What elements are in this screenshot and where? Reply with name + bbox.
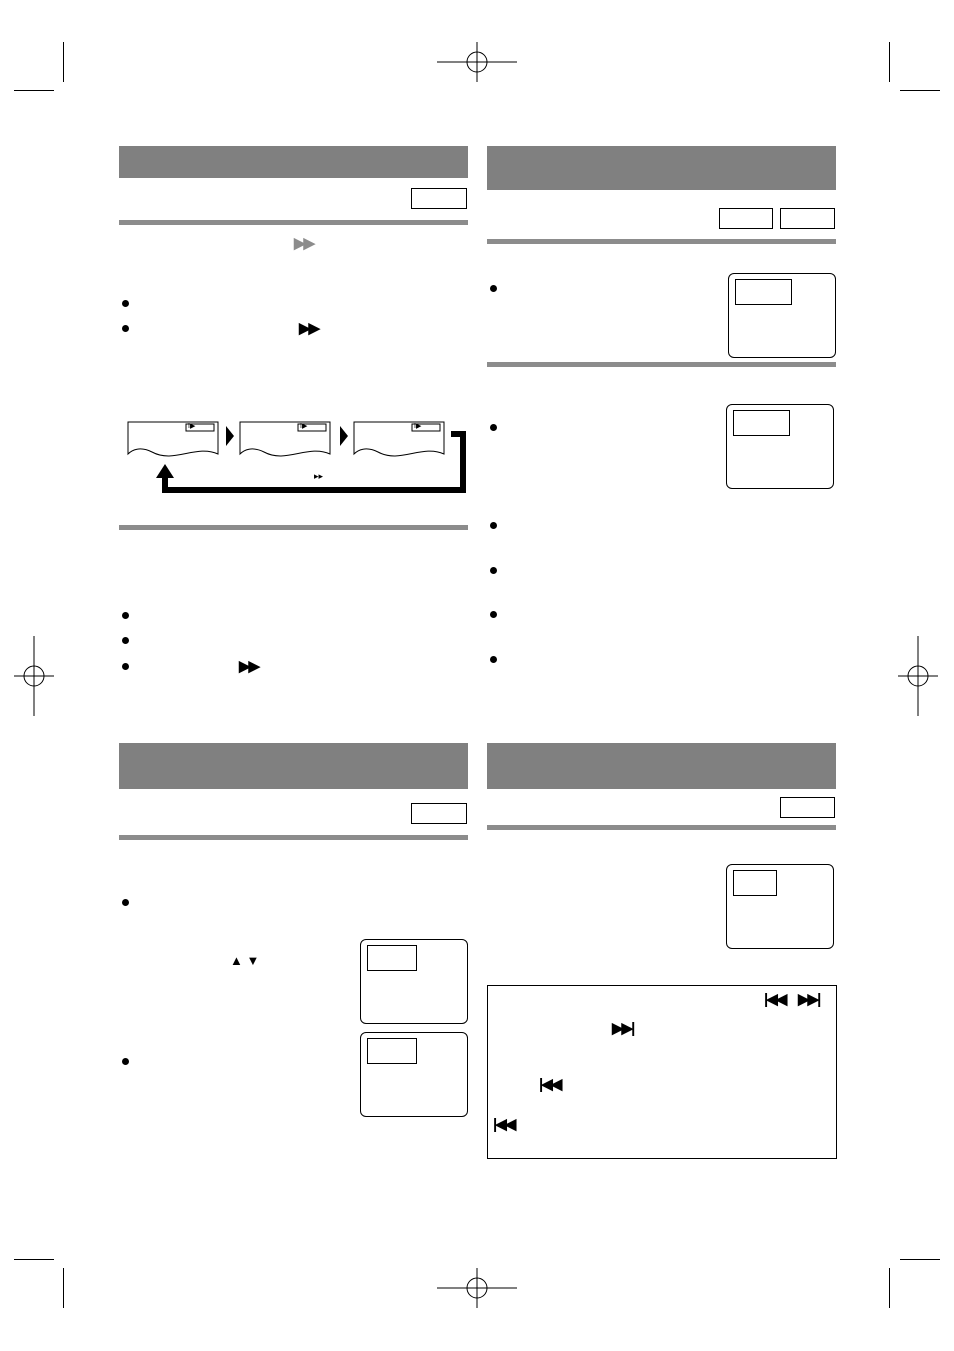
- on-screen-display-box: [367, 1038, 417, 1064]
- skip-back-icon: |◀◀: [764, 991, 786, 1008]
- disc-type-tag: [411, 803, 467, 824]
- section-header-band-top-right: [487, 146, 836, 190]
- section-header-band-top-left: [119, 146, 468, 178]
- section-rule: [119, 525, 468, 530]
- on-screen-display-box: [367, 945, 417, 971]
- fast-forward-icon: ▶▶: [294, 235, 314, 252]
- tv-screen-illustration: [728, 273, 836, 358]
- tv-screen-illustration: [360, 939, 468, 1024]
- list-bullet: [122, 300, 129, 307]
- list-bullet: [490, 424, 497, 431]
- small-fast-forward-icon: ▸▸: [314, 471, 324, 481]
- list-bullet: [122, 325, 129, 332]
- tv-screen-illustration: [360, 1032, 468, 1117]
- section-header-band-bottom-left: [119, 743, 468, 789]
- skip-back-icon: |◀◀: [493, 1116, 515, 1133]
- disc-type-tag: [780, 797, 835, 818]
- list-bullet: [122, 612, 129, 619]
- list-bullet: [490, 656, 497, 663]
- fast-forward-icon: ▶▶: [299, 320, 319, 337]
- on-screen-display-box: [733, 870, 777, 896]
- on-screen-display-box: [733, 410, 790, 436]
- on-screen-display-box: [735, 279, 792, 305]
- list-bullet: [490, 567, 497, 574]
- list-bullet: [122, 1058, 129, 1065]
- registration-mark-bottom: [437, 1268, 517, 1308]
- list-bullet: [122, 663, 129, 670]
- tv-screen-illustration: [726, 404, 834, 489]
- section-rule: [487, 825, 836, 830]
- indicator-slow-forward-icon: I▶: [188, 423, 196, 430]
- section-rule: [487, 239, 836, 244]
- indicator-slow-forward-icon: I▶: [300, 423, 308, 430]
- fast-forward-icon: ▶▶: [239, 658, 259, 675]
- list-bullet: [490, 611, 497, 618]
- disc-type-tag: [719, 208, 773, 229]
- disc-type-tag: [780, 208, 835, 229]
- indicator-slow-forward-icon: I▶: [414, 423, 422, 430]
- skip-forward-icon: ▶▶|: [612, 1020, 634, 1037]
- arrow-up-down-icon: ▲ ▼: [230, 953, 260, 968]
- skip-back-icon: |◀◀: [539, 1076, 561, 1093]
- registration-mark-right: [898, 636, 938, 716]
- registration-mark-left: [14, 636, 54, 716]
- section-rule: [119, 220, 468, 225]
- tv-screen-illustration: [726, 864, 834, 949]
- skip-forward-icon: ▶▶|: [798, 991, 820, 1008]
- disc-type-tag: [411, 188, 467, 209]
- section-rule: [487, 362, 836, 367]
- list-bullet: [490, 285, 497, 292]
- note-box: [487, 985, 837, 1159]
- list-bullet: [490, 522, 497, 529]
- list-bullet: [122, 637, 129, 644]
- section-rule: [119, 835, 468, 840]
- section-header-band-bottom-right: [487, 743, 836, 789]
- registration-mark-top: [437, 42, 517, 82]
- list-bullet: [122, 899, 129, 906]
